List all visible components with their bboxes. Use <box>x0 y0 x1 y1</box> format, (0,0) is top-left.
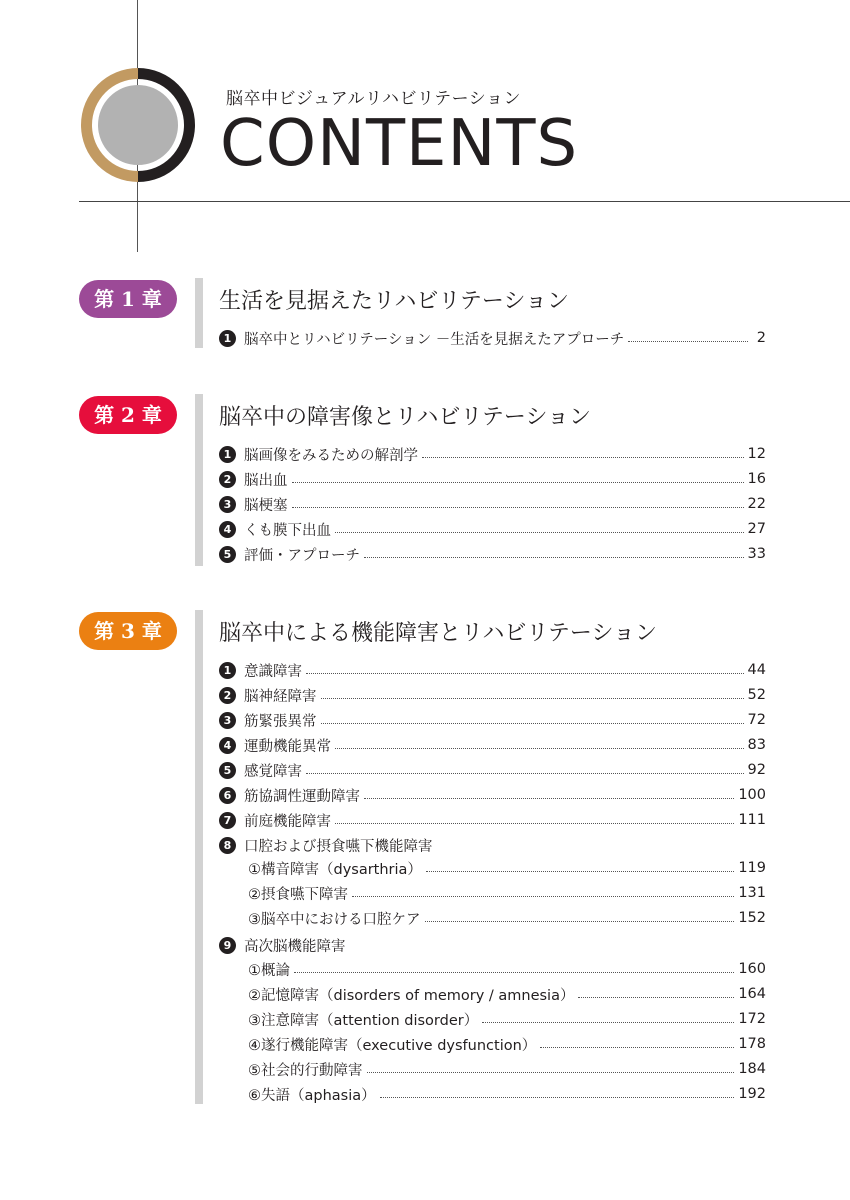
book-subtitle: 脳卒中ビジュアルリハビリテーション <box>226 89 521 109</box>
toc-item[interactable] <box>219 735 766 755</box>
item-number-badge: 5 <box>219 762 236 779</box>
item-number-badge: 2 <box>219 687 236 704</box>
page-number: 192 <box>738 1086 766 1102</box>
dot-leader <box>306 673 744 674</box>
dot-leader <box>482 1022 734 1023</box>
chapter-3-bar <box>195 610 203 1104</box>
toc-item-text: ①概論 <box>248 962 290 979</box>
item-number-badge: 7 <box>219 812 236 829</box>
item-number-badge: 8 <box>219 837 236 854</box>
dot-leader <box>352 896 734 897</box>
toc-item-text: 脳画像をみるための解剖学 <box>244 447 418 464</box>
dot-leader <box>321 723 744 724</box>
chapter-3-title: 脳卒中による機能障害とリハビリテーション <box>219 621 658 646</box>
toc-item[interactable] <box>219 785 766 805</box>
toc-item-text: くも膜下出血 <box>244 522 331 539</box>
item-number-badge: 4 <box>219 521 236 538</box>
toc-item-text: ③脳卒中における口腔ケア <box>248 911 421 928</box>
item-number-badge: 1 <box>219 662 236 679</box>
toc-item-text: ⑤社会的行動障害 <box>248 1062 363 1079</box>
chapter-1-badge: 第 1 章 <box>79 280 177 318</box>
page-number: 16 <box>747 471 766 487</box>
item-number-badge: 3 <box>219 712 236 729</box>
toc-item-text: 筋協調性運動障害 <box>244 788 360 805</box>
item-number-badge: 1 <box>219 330 236 347</box>
horizontal-rule <box>79 201 850 202</box>
page-number: 83 <box>747 737 766 753</box>
page-number: 184 <box>738 1061 766 1077</box>
toc-item-text: 脳神経障害 <box>244 688 317 705</box>
toc-item-text: 高次脳機能障害 <box>244 938 346 955</box>
dot-leader <box>367 1072 735 1073</box>
page-number: 152 <box>738 910 766 926</box>
toc-item[interactable] <box>219 710 766 730</box>
page-number: 27 <box>747 521 766 537</box>
item-number-badge: 1 <box>219 446 236 463</box>
dot-leader <box>364 557 744 558</box>
page-number: 111 <box>738 812 766 828</box>
item-number-badge: 5 <box>219 546 236 563</box>
dot-leader <box>335 748 744 749</box>
page-number: 22 <box>747 496 766 512</box>
page-number: 178 <box>738 1036 766 1052</box>
dot-leader <box>364 798 734 799</box>
page-number: 44 <box>747 662 766 678</box>
toc-item[interactable] <box>219 469 766 489</box>
dot-leader <box>380 1097 735 1098</box>
toc-item[interactable] <box>219 835 766 855</box>
page-number: 100 <box>738 787 766 803</box>
toc-item-text: ④遂行機能障害（executive dysfunction） <box>248 1037 537 1054</box>
toc-item-text: ③注意障害（attention disorder） <box>248 1012 479 1029</box>
toc-item[interactable] <box>219 444 766 464</box>
page-number: 172 <box>738 1011 766 1027</box>
chapter-1-bar <box>195 278 203 348</box>
page-number: 160 <box>738 961 766 977</box>
dot-leader <box>422 457 744 458</box>
toc-subitem[interactable] <box>248 1009 766 1029</box>
toc-item-text: ②摂食嚥下障害 <box>248 886 348 903</box>
page-number: 119 <box>738 860 766 876</box>
page-number: 72 <box>747 712 766 728</box>
dot-leader <box>425 921 735 922</box>
item-number-badge: 9 <box>219 937 236 954</box>
dot-leader <box>294 972 734 973</box>
toc-item[interactable] <box>219 328 766 348</box>
dot-leader <box>628 341 748 342</box>
page-title: CONTENTS <box>220 107 579 181</box>
dot-leader <box>292 507 744 508</box>
toc-subitem[interactable] <box>248 959 766 979</box>
toc-item-text: 評価・アプローチ <box>244 547 360 564</box>
dot-leader <box>540 1047 734 1048</box>
toc-item[interactable] <box>219 519 766 539</box>
toc-item-text: 前庭機能障害 <box>244 813 331 830</box>
toc-subitem[interactable] <box>248 984 766 1004</box>
chapter-3-badge: 第 3 章 <box>79 612 177 650</box>
page-number: 52 <box>747 687 766 703</box>
toc-subitem[interactable] <box>248 908 766 928</box>
circle-logo-icon <box>79 66 197 184</box>
toc-item-text: ⑥失語（aphasia） <box>248 1087 376 1104</box>
toc-item-text: 脳卒中とリハビリテーション －生活を見据えたアプローチ <box>244 331 625 348</box>
toc-subitem[interactable] <box>248 1084 766 1104</box>
chapter-2-badge: 第 2 章 <box>79 396 177 434</box>
item-number-badge: 3 <box>219 496 236 513</box>
page-number: 92 <box>747 762 766 778</box>
toc-item-text: 脳出血 <box>244 472 288 489</box>
chapter-2-bar <box>195 394 203 566</box>
toc-item[interactable] <box>219 760 766 780</box>
toc-item[interactable] <box>219 544 766 564</box>
toc-item[interactable] <box>219 660 766 680</box>
dot-leader <box>335 823 734 824</box>
item-number-badge: 6 <box>219 787 236 804</box>
toc-item[interactable] <box>219 810 766 830</box>
page-number: 2 <box>756 330 766 346</box>
page-number: 12 <box>747 446 766 462</box>
toc-item-text: 感覚障害 <box>244 763 302 780</box>
chapter-1-title: 生活を見据えたリハビリテーション <box>219 289 570 314</box>
dot-leader <box>426 871 734 872</box>
toc-item-text: ①構音障害（dysarthria） <box>248 861 422 878</box>
toc-subitem[interactable] <box>248 858 766 878</box>
page-number: 131 <box>738 885 766 901</box>
dot-leader <box>321 698 744 699</box>
page-number: 33 <box>747 546 766 562</box>
toc-item-text: 脳梗塞 <box>244 497 288 514</box>
toc-item[interactable] <box>219 494 766 514</box>
toc-item-text: 意識障害 <box>244 663 302 680</box>
toc-item-text: 口腔および摂食嚥下機能障害 <box>244 838 433 855</box>
toc-subitem[interactable] <box>248 1059 766 1079</box>
page-number: 164 <box>738 986 766 1002</box>
toc-item-text: 筋緊張異常 <box>244 713 317 730</box>
dot-leader <box>578 997 734 998</box>
toc-item[interactable] <box>219 935 766 955</box>
toc-item-text: 運動機能異常 <box>244 738 331 755</box>
toc-subitem[interactable] <box>248 1034 766 1054</box>
item-number-badge: 2 <box>219 471 236 488</box>
toc-subitem[interactable] <box>248 883 766 903</box>
dot-leader <box>335 532 744 533</box>
toc-item[interactable] <box>219 685 766 705</box>
dot-leader <box>306 773 744 774</box>
toc-item-text: ②記憶障害（disorders of memory / amnesia） <box>248 987 575 1004</box>
item-number-badge: 4 <box>219 737 236 754</box>
dot-leader <box>292 482 744 483</box>
chapter-2-title: 脳卒中の障害像とリハビリテーション <box>219 405 592 430</box>
